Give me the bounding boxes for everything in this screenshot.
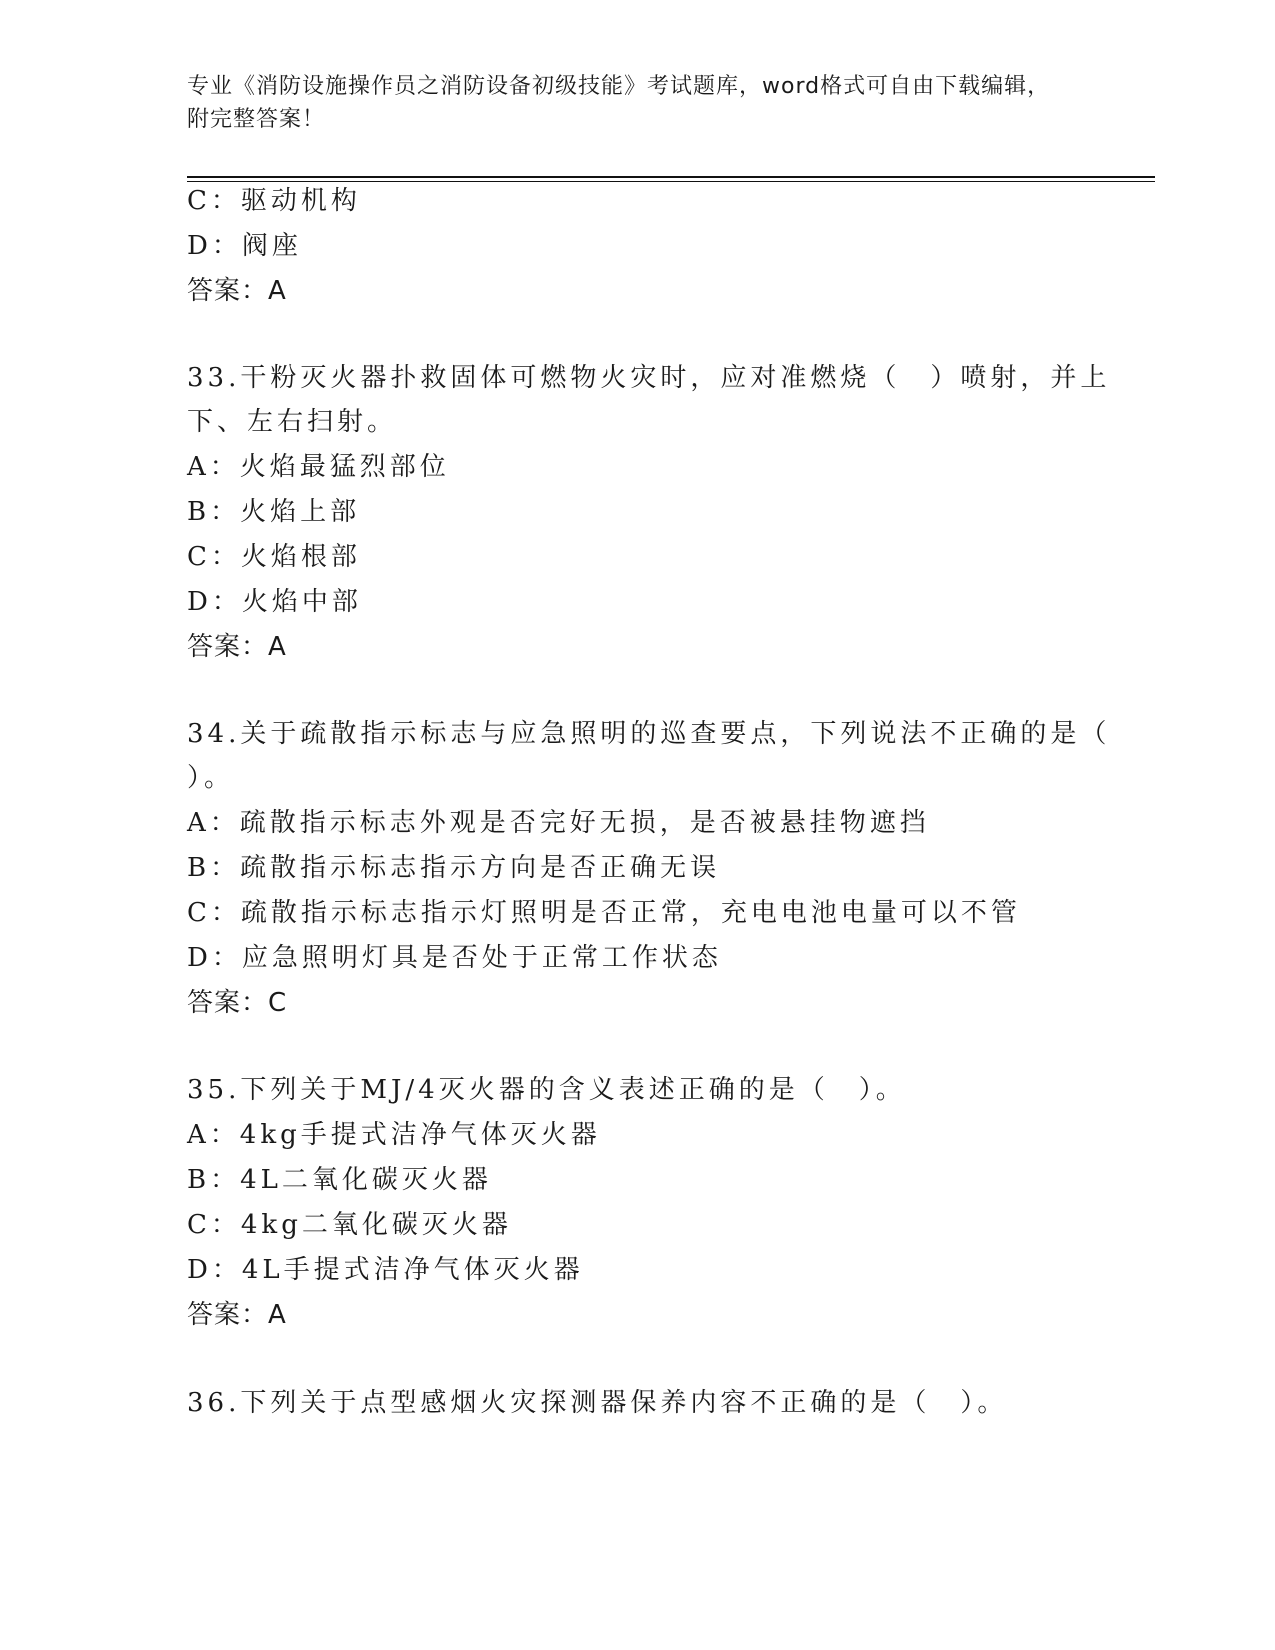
q33-option-b: B：火焰上部 [187,497,361,527]
q35-option-a: A：4kg手提式洁净气体灭火器 [187,1120,601,1150]
q35-stem-line1: 35.下列关于MJ/4灭火器的含义表述正确的是（ ）。 [187,1075,906,1105]
document-header: 专业《消防设施操作员之消防设备初级技能》考试题库，word格式可自由下载编辑，附完整答案！ [187,74,1051,132]
q34-stem-line2: ）。 [187,763,235,793]
header-rule-thick [187,176,1155,178]
prev-option-d: D：阀座 [187,231,302,261]
q35-option-d: D：4L手提式洁净气体灭火器 [187,1255,584,1285]
header-rule-thin [187,181,1155,182]
q36-stem-line1: 36.下列关于点型感烟火灾探测器保养内容不正确的是（ ）。 [187,1388,1008,1418]
prev-answer: 答案：A [187,276,287,306]
q33-option-a: A：火焰最猛烈部位 [187,452,450,482]
q33-answer: 答案：A [187,632,287,662]
q33-option-c: C：火焰根部 [187,542,361,572]
q34-option-b: B：疏散指示标志指示方向是否正确无误 [187,853,721,883]
q34-stem-line1: 34.关于疏散指示标志与应急照明的巡查要点，下列说法不正确的是（ [187,719,1111,749]
q33-stem-line1: 33.干粉灭火器扑救固体可燃物火灾时，应对准燃烧（ ）喷射，并上 [187,363,1111,393]
q35-answer: 答案：A [187,1300,287,1330]
q34-answer: 答案：C [187,988,288,1018]
prev-option-c: C：驱动机构 [187,186,361,216]
q33-stem-line2: 下、左右扫射。 [187,407,398,437]
q33-option-d: D：火焰中部 [187,587,362,617]
q34-option-a: A：疏散指示标志外观是否完好无损，是否被悬挂物遮挡 [187,808,930,838]
q34-option-c: C：疏散指示标志指示灯照明是否正常，充电电池电量可以不管 [187,898,1021,928]
q35-option-c: C：4kg二氧化碳灭火器 [187,1210,512,1240]
q35-option-b: B：4L二氧化碳灭火器 [187,1165,492,1195]
q34-option-d: D：应急照明灯具是否处于正常工作状态 [187,943,722,973]
